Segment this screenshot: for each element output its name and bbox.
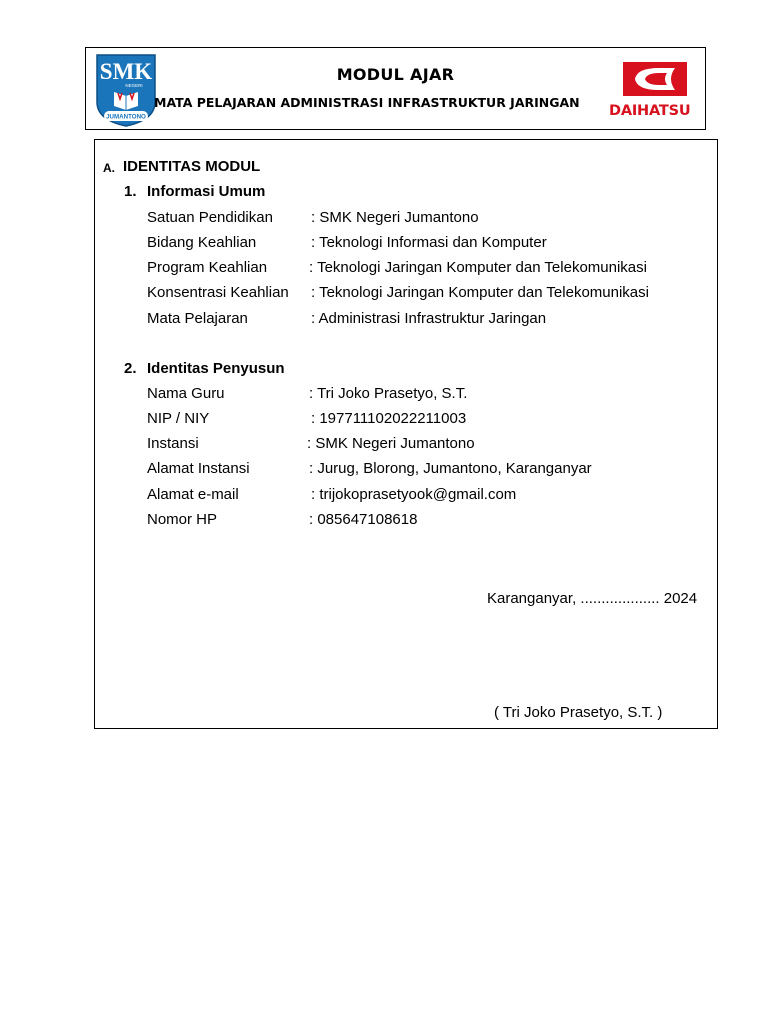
info-label: Satuan Pendidikan: [147, 209, 273, 226]
daihatsu-logo-icon: [623, 62, 687, 96]
author-value: : 197711102022211003: [311, 410, 467, 427]
module-identity-section: [94, 139, 718, 729]
info-value: : Teknologi Informasi dan Komputer: [311, 234, 547, 251]
author-email: : trijokoprasetyook@gmail.com: [311, 486, 517, 503]
school-emblem-icon: [94, 52, 158, 128]
signature-name: ( Tri Joko Prasetyo, S.T. ): [494, 704, 663, 721]
brand-name: DAIHATSU: [609, 103, 691, 119]
logo-text-negeri: NEGERI: [125, 83, 143, 88]
author-value: : 085647108618: [309, 511, 418, 528]
info-value: : Administrasi Infrastruktur Jaringan: [311, 310, 547, 327]
info-label: Mata Pelajaran: [147, 310, 248, 327]
logo-text-jumantono: JUMANTONO: [106, 113, 146, 121]
subsection-title-author: Identitas Penyusun: [147, 360, 285, 377]
author-label: Nama Guru: [147, 385, 225, 402]
subsection-number-general: 1.: [124, 183, 137, 200]
logo-text-smk: SMK: [99, 59, 153, 84]
info-value: : Teknologi Jaringan Komputer dan Telekomunikasi: [311, 284, 649, 301]
subsection-title-general: Informasi Umum: [147, 183, 266, 200]
section-title: IDENTITAS MODUL: [123, 158, 261, 175]
author-label: Alamat e-mail: [147, 486, 239, 503]
author-label: Alamat Instansi: [147, 460, 250, 477]
page-title: MODUL AJAR: [336, 65, 455, 84]
info-label: Konsentrasi Keahlian: [147, 284, 289, 301]
date-line: Karanganyar, ................... 2024: [487, 590, 698, 607]
section-letter: A.: [103, 161, 115, 175]
author-value: : Tri Joko Prasetyo, S.T.: [309, 385, 468, 402]
subsection-number-author: 2.: [124, 360, 137, 377]
info-label: Bidang Keahlian: [147, 234, 257, 251]
document-header: [85, 47, 706, 130]
info-value: : SMK Negeri Jumantono: [311, 209, 479, 226]
author-value: : SMK Negeri Jumantono: [307, 435, 475, 452]
author-value: : Jurug, Blorong, Jumantono, Karanganyar: [309, 460, 592, 477]
info-value: : Teknologi Jaringan Komputer dan Telekomunikasi: [309, 259, 647, 276]
author-label: Instansi: [147, 435, 199, 452]
author-label: NIP / NIY: [147, 410, 210, 427]
page-subtitle: MATA PELAJARAN ADMINISTRASI INFRASTRUKTUR JARINGAN: [154, 95, 580, 110]
author-label: Nomor HP: [147, 511, 218, 528]
info-label: Program Keahlian: [147, 259, 268, 276]
